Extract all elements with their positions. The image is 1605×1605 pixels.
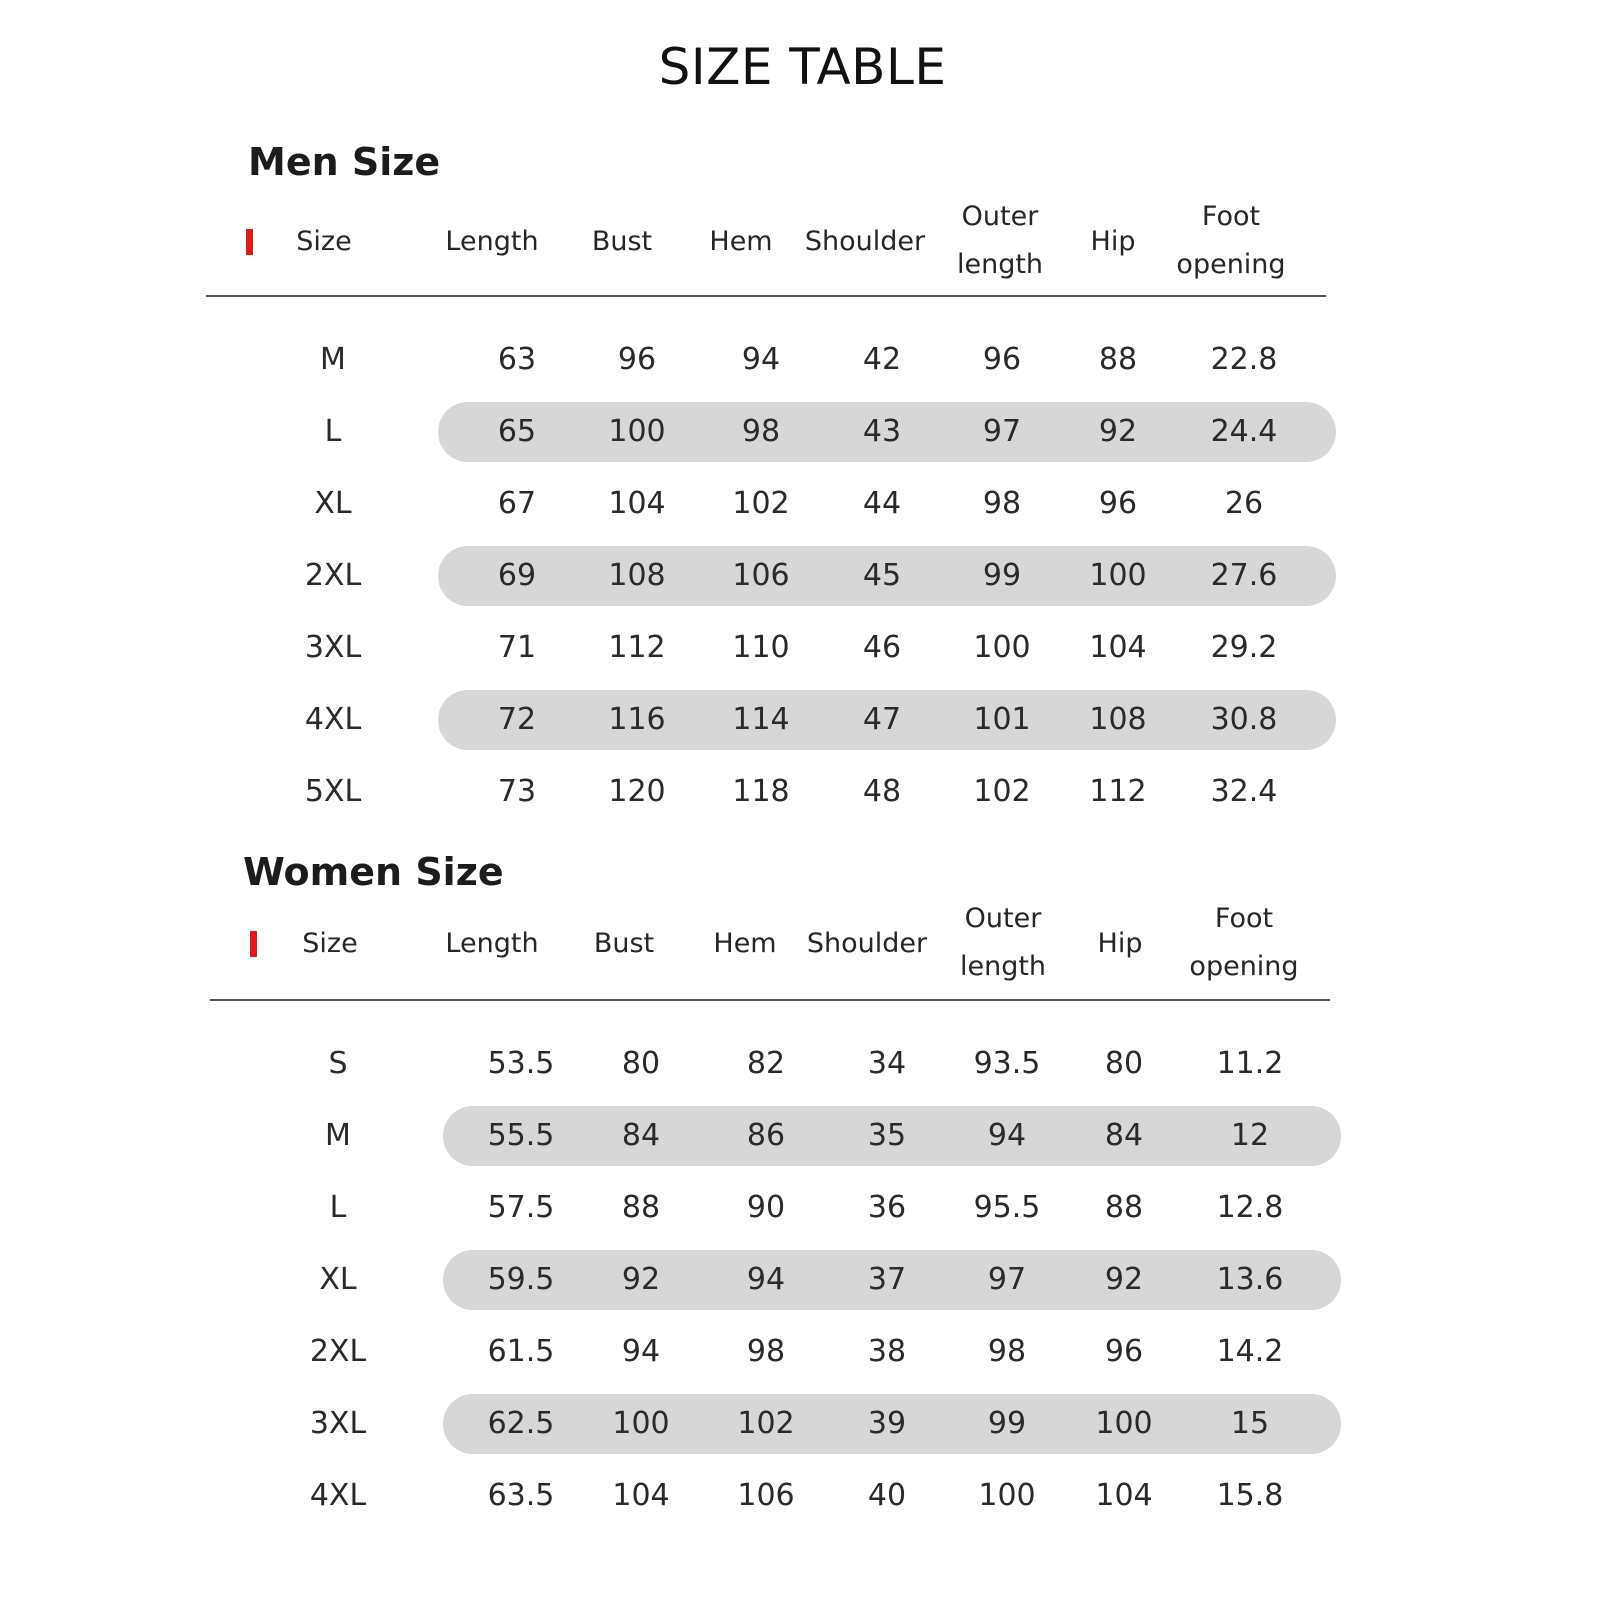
men-table-cell: 100: [973, 630, 1031, 665]
men-table-cell: 104: [608, 486, 666, 521]
women-table-cell: 37: [867, 1262, 907, 1297]
men-table-cell: 98: [741, 414, 781, 449]
women-table-cell: 106: [737, 1478, 795, 1513]
women-table-cell: XL: [319, 1262, 357, 1297]
men-column-header-0: Size: [296, 226, 352, 257]
men-table-cell: 92: [1098, 414, 1138, 449]
men-table-cell: 45: [862, 558, 902, 593]
women-table-cell: 88: [1104, 1190, 1144, 1225]
men-table-cell: 67: [497, 486, 537, 521]
men-table-cell: L: [324, 414, 342, 449]
women-table-cell: 84: [621, 1118, 661, 1153]
women-table-cell: 90: [746, 1190, 786, 1225]
women-table-cell: 82: [746, 1046, 786, 1081]
women-table-cell: 104: [1095, 1478, 1153, 1513]
men-column-header-5: Outer length: [956, 201, 1044, 280]
men-table-cell: 102: [732, 486, 790, 521]
men-table-cell: 99: [982, 558, 1022, 593]
men-table-cell: 29.2: [1210, 630, 1278, 665]
women-column-header-2: Bust: [593, 928, 655, 959]
women-table-cell: 93.5: [973, 1046, 1041, 1081]
women-table-cell: 100: [612, 1406, 670, 1441]
men-column-header-6: Hip: [1090, 226, 1136, 257]
men-table-cell: 88: [1098, 342, 1138, 377]
women-table-cell: 96: [1104, 1334, 1144, 1369]
men-table-cell: 94: [741, 342, 781, 377]
women-table-cell: 97: [987, 1262, 1027, 1297]
women-table-cell: 53.5: [487, 1046, 555, 1081]
men-table-cell: 108: [1089, 702, 1147, 737]
men-table-cell: 97: [982, 414, 1022, 449]
women-table-cell: 61.5: [487, 1334, 555, 1369]
men-table-cell: 101: [973, 702, 1031, 737]
women-table-cell: 39: [867, 1406, 907, 1441]
women-size-section: [0, 705, 1605, 1513]
women-table-cell: 63.5: [487, 1478, 555, 1513]
women-table-cell: 12.8: [1216, 1190, 1284, 1225]
men-table-cell: 4XL: [304, 702, 362, 737]
women-column-header-3: Hem: [713, 928, 777, 959]
men-column-header-2: Bust: [591, 226, 653, 257]
women-table-cell: 86: [746, 1118, 786, 1153]
women-column-header-4: Shoulder: [806, 928, 928, 959]
men-table-cell: XL: [314, 486, 352, 521]
women-table-cell: 92: [621, 1262, 661, 1297]
men-table-cell: 112: [608, 630, 666, 665]
women-table-cell: 12: [1230, 1118, 1270, 1153]
men-table-cell: 71: [497, 630, 537, 665]
women-table-cell: 59.5: [487, 1262, 555, 1297]
women-table-cell: 94: [621, 1334, 661, 1369]
women-table-cell: 92: [1104, 1262, 1144, 1297]
men-table-cell: 72: [497, 702, 537, 737]
men-table-cell: 43: [862, 414, 902, 449]
women-table-cell: 15.8: [1216, 1478, 1284, 1513]
men-column-header-3: Hem: [709, 226, 773, 257]
men-table-cell: 3XL: [304, 630, 362, 665]
men-table-cell: 120: [608, 774, 666, 809]
women-table-cell: 62.5: [487, 1406, 555, 1441]
men-column-header-7: Foot opening: [1176, 201, 1286, 280]
men-column-header-4: Shoulder: [804, 226, 926, 257]
women-table-cell: 3XL: [309, 1406, 367, 1441]
women-table-cell: 98: [987, 1334, 1027, 1369]
men-column-header-1: Length: [445, 226, 539, 257]
women-table-cell: 80: [621, 1046, 661, 1081]
men-section-heading: Men Size: [248, 140, 441, 184]
men-table-cell: 106: [732, 558, 790, 593]
men-table-cell: 5XL: [304, 774, 362, 809]
men-table-cell: 118: [732, 774, 790, 809]
men-table-cell: 30.8: [1210, 702, 1278, 737]
women-table-cell: 38: [867, 1334, 907, 1369]
men-table-cell: 102: [973, 774, 1031, 809]
women-table-cell: 104: [612, 1478, 670, 1513]
men-table-cell: 96: [982, 342, 1022, 377]
women-table-cell: S: [328, 1046, 348, 1081]
men-table-cell: 98: [982, 486, 1022, 521]
men-table-cell: 96: [617, 342, 657, 377]
men-table-cell: 32.4: [1210, 774, 1278, 809]
women-table-cell: 36: [867, 1190, 907, 1225]
women-table-cell: L: [329, 1190, 347, 1225]
women-table-cell: 99: [987, 1406, 1027, 1441]
men-table-cell: 24.4: [1210, 414, 1278, 449]
women-table-cell: 94: [987, 1118, 1027, 1153]
women-table-cell: M: [325, 1118, 351, 1153]
men-table-cell: 47: [862, 702, 902, 737]
men-table-cell: 46: [862, 630, 902, 665]
men-table-cell: 69: [497, 558, 537, 593]
men-table-cell: 44: [862, 486, 902, 521]
men-table-cell: 27.6: [1210, 558, 1278, 593]
men-table-cell: 108: [608, 558, 666, 593]
women-section-heading: Women Size: [243, 850, 504, 894]
men-table-cell: 104: [1089, 630, 1147, 665]
women-column-header-6: Hip: [1097, 928, 1143, 959]
men-table-cell: M: [320, 342, 346, 377]
page-title: SIZE TABLE: [658, 38, 947, 96]
women-table-cell: 84: [1104, 1118, 1144, 1153]
women-header-rule: [210, 999, 1330, 1001]
women-table-cell: 98: [746, 1334, 786, 1369]
women-table-cell: 14.2: [1216, 1334, 1284, 1369]
men-table-cell: 73: [497, 774, 537, 809]
men-table-cell: 65: [497, 414, 537, 449]
women-table-cell: 100: [978, 1478, 1036, 1513]
women-table-cell: 34: [867, 1046, 907, 1081]
men-table-cell: 2XL: [304, 558, 362, 593]
women-column-header-1: Length: [445, 928, 539, 959]
men-table-cell: 63: [497, 342, 537, 377]
women-table-cell: 4XL: [309, 1478, 367, 1513]
women-table-cell: 35: [867, 1118, 907, 1153]
men-table-cell: 42: [862, 342, 902, 377]
women-table-cell: 13.6: [1216, 1262, 1284, 1297]
men-table-cell: 116: [608, 702, 666, 737]
women-table-cell: 2XL: [309, 1334, 367, 1369]
women-table-cell: 100: [1095, 1406, 1153, 1441]
men-table-cell: 100: [1089, 558, 1147, 593]
men-header-rule: [206, 295, 1326, 297]
women-table-cell: 57.5: [487, 1190, 555, 1225]
men-table-cell: 112: [1089, 774, 1147, 809]
men-table-cell: 100: [608, 414, 666, 449]
women-table-cell: 40: [867, 1478, 907, 1513]
women-table-cell: 95.5: [973, 1190, 1041, 1225]
women-table-cell: 94: [746, 1262, 786, 1297]
women-table-cell: 15: [1230, 1406, 1270, 1441]
men-table-cell: 110: [732, 630, 790, 665]
men-table-cell: 26: [1224, 486, 1264, 521]
men-table-cell: 96: [1098, 486, 1138, 521]
women-column-header-0: Size: [302, 928, 358, 959]
women-column-header-5: Outer length: [959, 903, 1047, 982]
women-table-cell: 88: [621, 1190, 661, 1225]
women-table-cell: 11.2: [1216, 1046, 1284, 1081]
women-column-header-7: Foot opening: [1189, 903, 1299, 982]
women-table-cell: 80: [1104, 1046, 1144, 1081]
women-table-cell: 55.5: [487, 1118, 555, 1153]
men-table-cell: 114: [732, 702, 790, 737]
women-table-cell: 102: [737, 1406, 795, 1441]
men-table-cell: 48: [862, 774, 902, 809]
men-table-cell: 22.8: [1210, 342, 1278, 377]
